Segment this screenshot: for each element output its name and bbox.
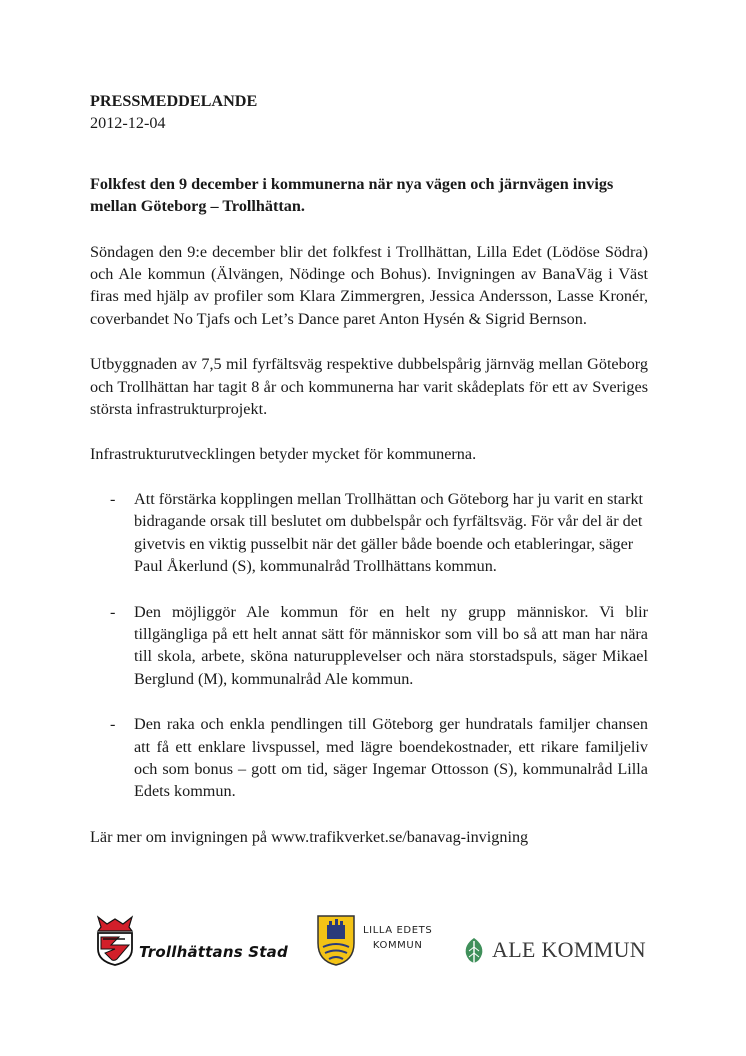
leaf-icon <box>462 937 486 965</box>
headline: Folkfest den 9 december i kommunerna när nya vägen och järnvägen invigs mellan Göteborg – Trollhättan. <box>90 174 614 216</box>
release-date: 2012-12-04 <box>90 114 166 133</box>
quote-item <box>90 488 648 578</box>
lilla-edet-name-line2: KOMMUN <box>372 940 423 951</box>
trollhattan-name: Trollhättans Stad <box>139 943 288 961</box>
lilla-edet-crest-icon <box>315 913 357 967</box>
press-release <box>90 90 648 848</box>
bullet-dash: - <box>110 489 116 508</box>
body-paragraph-3: Infrastrukturutvecklingen betyder mycket för kommunerna. <box>90 445 477 464</box>
lilla-edet-logo <box>315 913 445 973</box>
trollhattan-crest-icon <box>95 915 135 967</box>
ale-kommun-logo <box>462 937 662 967</box>
logo-row <box>95 915 655 985</box>
quote-item <box>90 601 648 691</box>
body-paragraph-2: Utbyggnaden av 7,5 mil fyrfältsväg respektive dubbelspårig järnväg mellan Göteborg och Trollhättan har tagit 8 år och kommunerna har varit skådeplats för ett av Sveriges största infrastrukturprojekt. <box>90 355 648 419</box>
quote-text: Att förstärka kopplingen mellan Trollhättan och Göteborg har ju varit en starkt bidragande orsak till beslutet om dubbelspår och fyrfältsväg. För vår del är det givetvis en viktig pusselbit när det gäller både boende och etableringar, säger Paul Åkerlund (S), kommunalråd Trollhättans kommun. <box>134 489 644 576</box>
bullet-dash: - <box>110 715 116 734</box>
quote-text: Den raka och enkla pendlingen till Göteborg ger hundratals familjer chansen att få ett enklare livspussel, med lägre boendekostnader, ett rikare familjeliv och som bonus – gott om tid, säger Ingemar Ottosson (S), kommunalråd Lilla Edets kommun. <box>134 715 648 801</box>
bullet-dash: - <box>110 602 116 621</box>
body-paragraph-1: Söndagen den 9:e december blir det folkfest i Trollhättan, Lilla Edet (Lödöse Södra) och Ale kommun (Älvängen, Nödinge och Bohus). Invigningen av BanaVäg i Väst firas med hjälp av profiler som Klara Zimmergren, Jessica Andersson, Lasse Kronér, coverbandet No Tjafs och Let’s Dance paret Anton Hysén & Sigrid Bernson. <box>90 242 648 328</box>
trollhattan-logo <box>95 915 295 970</box>
document-type-label: PRESSMEDDELANDE <box>90 92 258 110</box>
quote-item <box>90 713 648 803</box>
quote-text: Den möjliggör Ale kommun för en helt ny grupp människor. Vi blir tillgängliga på ett helt annat sätt för människor som vill bo så att man har nära till skola, arbete, sköna naturupplevelser och nära storstadspuls, säger Mikael Berglund (M), kommunalråd Ale kommun. <box>134 602 648 688</box>
ale-kommun-name: ALE KOMMUN <box>492 937 646 962</box>
more-info-line: Lär mer om invigningen på www.trafikverket.se/banavag-invigning <box>90 827 529 846</box>
quote-list <box>90 488 648 803</box>
lilla-edet-name <box>363 923 432 953</box>
lilla-edet-name-line1: LILLA EDETS <box>363 925 433 936</box>
